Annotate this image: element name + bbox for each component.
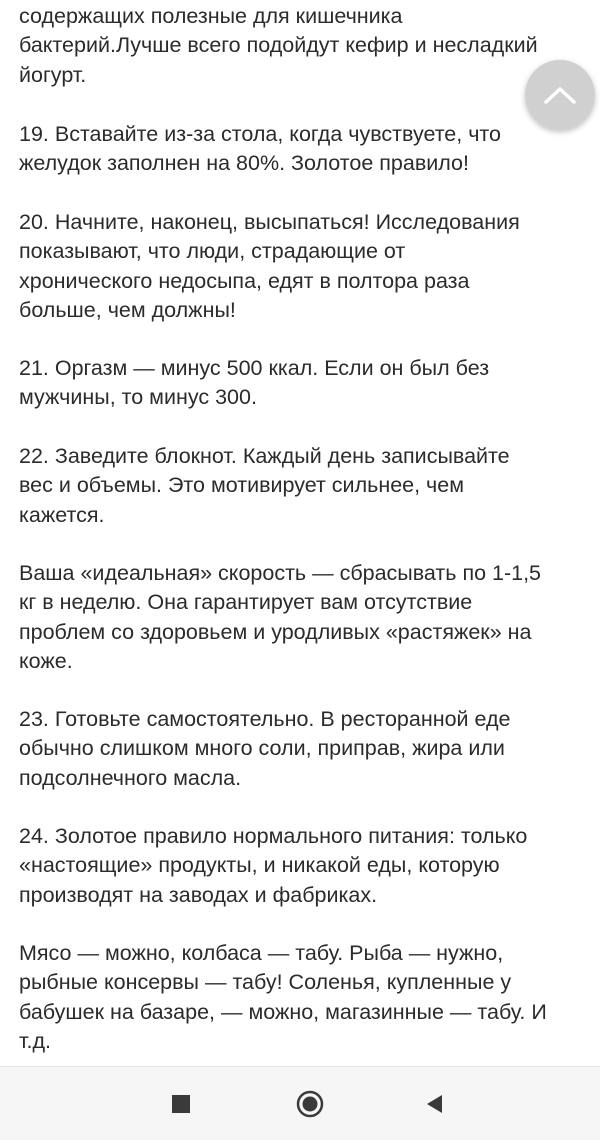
text-line: бабушек на базаре, — можно, магазинные — табу. И	[19, 999, 547, 1024]
text-line: производят на заводах и фабриках.	[19, 882, 378, 907]
text-line: кажется.	[19, 502, 105, 527]
paragraph-21	[19, 354, 594, 413]
text-line: 19. Вставайте из-за стола, когда чувствуете, что	[19, 122, 501, 146]
text-line: 20. Начните, наконец, высыпаться! Исследования	[19, 210, 520, 234]
paragraph-speed	[19, 559, 594, 677]
chevron-up-icon	[542, 84, 578, 106]
text-line: Мясо — можно, колбаса — табу. Рыба — нужно,	[19, 941, 504, 965]
text-line: бактерий.Лучше всего подойдут кефир и несладкий	[19, 33, 538, 58]
text-line: Ваша «идеальная» скорость — сбрасывать по 1-1,5	[19, 561, 542, 585]
text-line: мужчины, то минус 300.	[19, 385, 257, 410]
text-line: желудок заполнен на 80%. Золотое правило!	[19, 151, 469, 176]
text-line: обычно слишком много соли, приправ, жира или	[19, 736, 505, 761]
text-line: рыбные консервы — табу! Соленья, купленные у	[19, 970, 512, 995]
text-line: показывают, что люди, страдающие от	[19, 239, 406, 264]
paragraph-22	[19, 442, 594, 530]
recents-button[interactable]	[164, 1087, 198, 1121]
paragraph-18-tail	[19, 2, 594, 90]
text-line: «настоящие» продукты, и никакой еды, которую	[19, 853, 500, 878]
text-line: 21. Оргазм — минус 500 ккал. Если он был без	[19, 356, 490, 380]
text-line: вес и объемы. Это мотивирует сильнее, чем	[19, 473, 464, 498]
paragraph-23	[19, 705, 594, 793]
paragraph-19	[19, 120, 594, 179]
home-button[interactable]	[293, 1087, 327, 1121]
triangle-back-icon	[424, 1093, 446, 1115]
text-line: содержащих полезные для кишечника	[19, 4, 403, 28]
text-line: больше, чем должны!	[19, 298, 236, 323]
paragraph-meat	[19, 939, 594, 1057]
text-line: 24. Золотое правило нормального питания: только	[19, 824, 528, 848]
text-line: коже.	[19, 649, 73, 674]
text-line: 22. Заведите блокнот. Каждый день записывайте	[19, 444, 510, 468]
text-line: йогурт.	[19, 62, 87, 87]
text-line: проблем со здоровьем и уродливых «растяжек» на	[19, 619, 532, 644]
circle-icon	[295, 1089, 325, 1119]
back-button[interactable]	[418, 1087, 452, 1121]
system-navigation-bar	[0, 1066, 600, 1140]
text-line: т.д.	[19, 1029, 51, 1054]
text-line: подсолнечного масла.	[19, 765, 242, 790]
text-line: хронического недосыпа, едят в полтора раза	[19, 268, 470, 293]
text-line: кг в неделю. Она гарантирует вам отсутствие	[19, 590, 473, 615]
paragraph-24	[19, 822, 594, 910]
square-icon	[171, 1094, 191, 1114]
paragraph-20	[19, 208, 594, 326]
scroll-to-top-button[interactable]	[525, 60, 595, 130]
text-line: 23. Готовьте самостоятельно. В ресторанной еде	[19, 707, 511, 731]
